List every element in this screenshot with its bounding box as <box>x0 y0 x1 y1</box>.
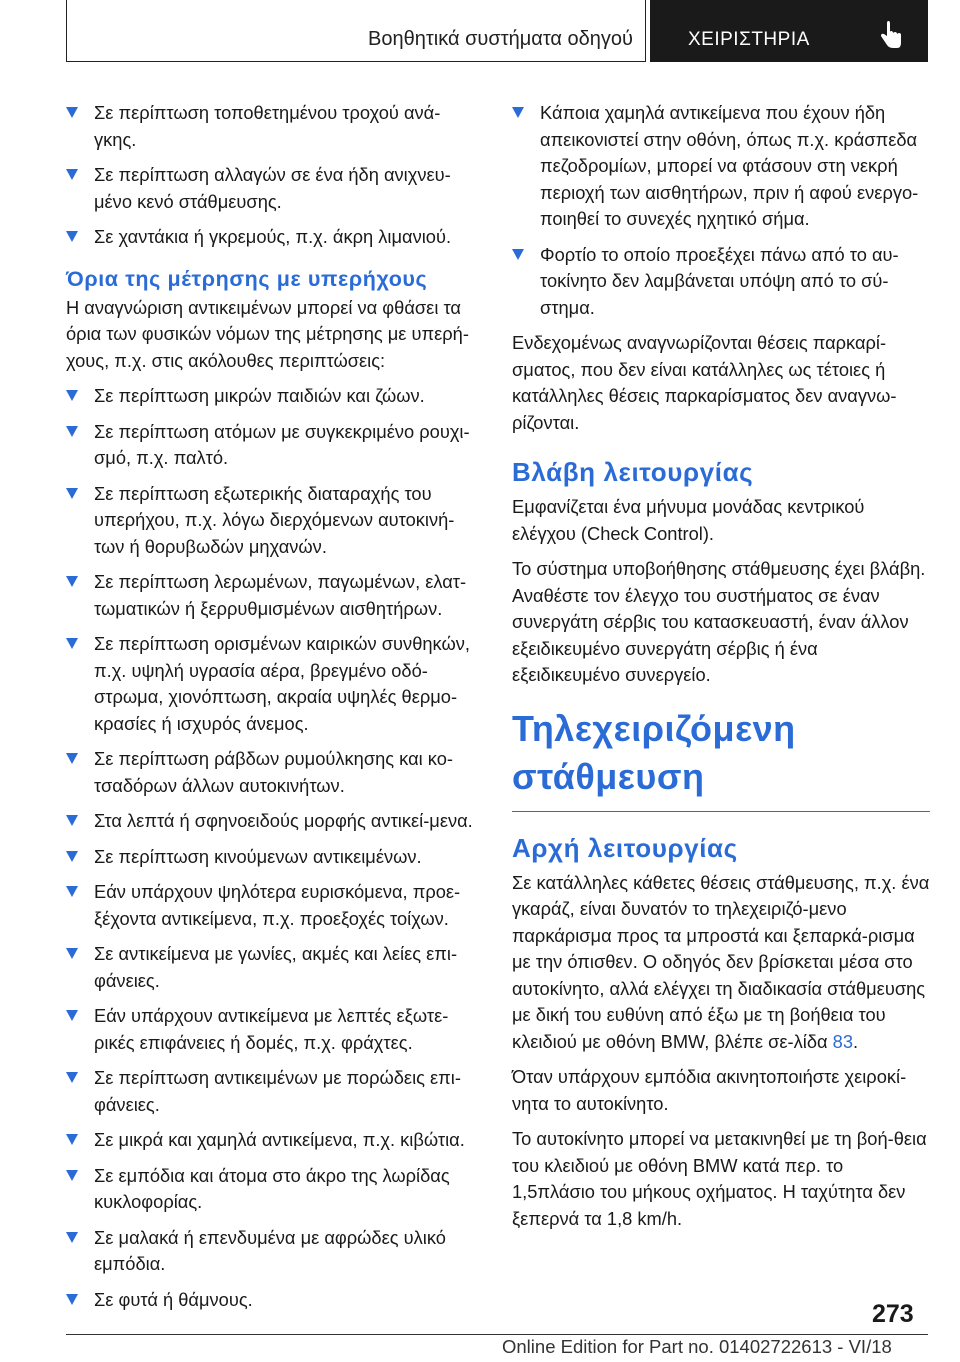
list-item-text: Σε χαντάκια ή γκρεμούς, π.χ. άκρη λιμανιού. <box>94 226 452 247</box>
list-item <box>66 1127 480 1154</box>
list-item <box>66 383 480 410</box>
header-section-box <box>66 0 646 62</box>
limits-heading: Όρια της μέτρησης με υπερήχους <box>66 266 428 291</box>
list-item <box>66 1225 480 1278</box>
list-item <box>66 746 480 799</box>
triangle-bullet-icon <box>66 815 78 826</box>
list-item-text: Στα λεπτά ή σφηνοειδούς μορφής αντικεί-μενα. <box>94 810 473 831</box>
triangle-bullet-icon <box>66 488 78 499</box>
left-top-bullets <box>66 100 480 251</box>
malfunction-paragraph-2: Το σύστημα υποβοήθησης στάθμευσης έχει βλάβη. Αναθέστε τον έλεγχο του συστήματος σε έναν συνεργάτη σέρβις του κατασκευαστή, έναν άλλον εξειδικευμένο συνεργάτη σέρβις ή ένα εξειδικευμένο συνεργείο. <box>512 558 926 685</box>
parking-text: Ενδεχομένως αναγνωρίζονται θέσεις παρκαρί-σματος, που δεν είναι κατάλληλες ως τέτοιες ή κατάλληλες θέσεις παρκαρίσματος δεν αναγνω-ρίζονται. <box>512 332 897 433</box>
triangle-bullet-icon <box>66 1072 78 1083</box>
list-item <box>66 941 480 994</box>
page-link-83[interactable]: 83 <box>832 1030 853 1052</box>
triangle-bullet-icon <box>512 107 524 118</box>
list-item <box>66 1163 480 1216</box>
principle-paragraph-3: Το αυτοκίνητο μπορεί να μετακινηθεί με τη βοή-θεια του κλειδιού με οθόνη BMW κατά περ. το 1,5πλάσιο του μήκους οχήματος. Η ταχύτητα δεν ξεπερνά τα 1,8 km/h. <box>512 1128 927 1229</box>
header-chapter-title: ΧΕΙΡΙΣΤΗΡΙΑ <box>688 29 810 50</box>
right-top-bullets <box>512 100 930 321</box>
remote-heading-line1: Τηλεχειριζόμενη <box>512 707 796 749</box>
list-item <box>66 808 480 835</box>
triangle-bullet-icon <box>66 1170 78 1181</box>
list-item-text: Σε περίπτωση μικρών παιδιών και ζώων. <box>94 385 425 406</box>
remote-parking-heading <box>512 705 930 812</box>
list-item <box>66 879 480 932</box>
principle-heading: Αρχή λειτουργίας <box>512 832 738 863</box>
list-item-text: Σε περίπτωση κινούμενων αντικειμένων. <box>94 845 422 867</box>
triangle-bullet-icon <box>66 851 78 862</box>
list-item <box>512 100 930 233</box>
triangle-bullet-icon <box>66 576 78 587</box>
list-item-text: Σε περίπτωση ορισμένων καιρικών συνθηκών, π.χ. υψηλή υγρασία αέρα, βρεγμένο οδό-στρωμα, χιονόπτωση, ακραία υψηλές θερμο-κρασίες ή ισχυρός άνεμος. <box>94 633 470 734</box>
triangle-bullet-icon <box>66 948 78 959</box>
list-item-text: Σε περίπτωση αλλαγών σε ένα ήδη ανιχνευ-μένο κενό στάθμευσης. <box>94 164 451 212</box>
footer-text: Online Edition for Part no. 01402722613 - VI/18 <box>502 1336 892 1357</box>
triangle-bullet-icon <box>66 426 78 437</box>
triangle-bullet-icon <box>66 390 78 401</box>
triangle-bullet-icon <box>66 169 78 180</box>
list-item-text: Φορτίο το οποίο προεξέχει πάνω από το αυ-τοκίνητο δεν λαμβάνεται υπόψη από το σύ-στημα. <box>540 243 899 318</box>
right-column <box>512 100 930 1241</box>
header-chapter-box <box>650 0 928 62</box>
list-item <box>66 569 480 622</box>
left-column <box>66 100 480 1322</box>
triangle-bullet-icon <box>66 1232 78 1243</box>
page-header <box>66 0 928 64</box>
list-item-text: Σε περίπτωση τοποθετημένου τροχού ανά-γκης. <box>94 102 441 150</box>
list-item <box>66 162 480 215</box>
footer-rule <box>66 1334 928 1335</box>
list-item-text: Σε περίπτωση λερωμένων, παγωμένων, ελατ-τωματικών ή ξερρυθμισμένων αισθητήρων. <box>94 571 467 619</box>
principle-paragraph-2: Όταν υπάρχουν εμπόδια ακινητοποιήστε χειροκί-νητα το αυτοκίνητο. <box>512 1066 907 1114</box>
list-item <box>66 481 480 561</box>
list-item-text: Εάν υπάρχουν αντικείμενα με λεπτές εξωτε-ρικές επιφάνειες ή δομές, π.χ. φράχτες. <box>94 1005 449 1053</box>
list-item <box>66 224 480 251</box>
list-item-text: Σε περίπτωση αντικειμένων με πορώδεις επι-φάνειες. <box>94 1067 461 1115</box>
list-item-text: Εάν υπάρχουν ψηλότερα ευρισκόμενα, προε-ξέχοντα αντικείμενα, π.χ. προεξοχές τοίχων. <box>94 881 461 929</box>
limits-bullets <box>66 383 480 1313</box>
list-item <box>66 1003 480 1056</box>
list-item-text: Σε περίπτωση ράβδων ρυμούλκησης και κο-τσαδόρων άλλων αυτοκινήτων. <box>94 748 453 796</box>
triangle-bullet-icon <box>512 249 524 260</box>
list-item-text: Σε αντικείμενα με γωνίες, ακμές και λείες επι-φάνειες. <box>94 943 458 991</box>
list-item <box>66 1065 480 1118</box>
limits-intro: Η αναγνώριση αντικειμένων μπορεί να φθάσει τα όρια των φυσικών νόμων της μέτρησης με υπερή-χους, π.χ. στις ακόλουθες περιπτώσεις: <box>66 296 469 371</box>
header-section-title: Βοηθητικά συστήματα οδηγού <box>368 28 633 50</box>
triangle-bullet-icon <box>66 1294 78 1305</box>
principle-text: Σε κατάλληλες κάθετες θέσεις στάθμευσης, π.χ. ένα γκαράζ, είναι δυνατόν το τηλεχειριζό-μενο παρκάρισμα προς τα μπροστά και ξεπαρκά-ρισμα με την όπισθεν. Ο οδηγός δεν βρίσκεται μέσα στο αυτοκίνητο, αλλά ελέγχει τη διαδικασία στάθμευσης με δική του ευθύνη από έξω με τη βοήθεια του κλειδιού με οθόνη BMW, βλέπε σε-λίδα <box>512 871 930 1052</box>
list-item <box>512 242 930 322</box>
triangle-bullet-icon <box>66 1134 78 1145</box>
list-item-text: Σε μαλακά ή επενδυμένα με αφρώδες υλικό εμπόδια. <box>94 1226 446 1274</box>
malfunction-heading: Βλάβη λειτουργίας <box>512 457 754 487</box>
remote-heading-line2: στάθμευση <box>512 755 705 797</box>
list-item <box>66 419 480 472</box>
triangle-bullet-icon <box>66 107 78 118</box>
malfunction-paragraph-1: Εμφανίζεται ένα μήνυμα μονάδας κεντρικού ελέγχου (Check Control). <box>512 496 865 544</box>
list-item-text: Σε περίπτωση εξωτερικής διαταραχής του υπερήχου, π.χ. λόγω διερχόμενων αυτοκινή-των ή θορυβωδών μηχανών. <box>94 482 455 557</box>
principle-text-end: . <box>853 1030 859 1052</box>
list-item <box>66 100 480 153</box>
list-item-text: Σε φυτά ή θάμνους. <box>94 1288 253 1310</box>
page-number: 273 <box>872 1300 914 1328</box>
principle-paragraph-1 <box>512 870 930 1056</box>
list-item <box>66 1287 480 1314</box>
hand-pointing-icon <box>878 20 904 52</box>
triangle-bullet-icon <box>66 886 78 897</box>
list-item-text: Σε περίπτωση ατόμων με συγκεκριμένο ρουχι-σμό, π.χ. παλτό. <box>94 420 470 468</box>
list-item-text: Σε μικρά και χαμηλά αντικείμενα, π.χ. κιβώτια. <box>94 1129 465 1150</box>
list-item <box>66 631 480 737</box>
list-item <box>66 844 480 871</box>
list-item-text: Σε εμπόδια και άτομα στο άκρο της λωρίδας κυκλοφορίας. <box>94 1164 450 1212</box>
triangle-bullet-icon <box>66 638 78 649</box>
triangle-bullet-icon <box>66 231 78 242</box>
triangle-bullet-icon <box>66 753 78 764</box>
triangle-bullet-icon <box>66 1010 78 1021</box>
list-item-text: Κάποια χαμηλά αντικείμενα που έχουν ήδη απεικονιστεί στην οθόνη, όπως π.χ. κράσπεδα πεζοδρομίων, μπορεί να φτάσουν στη νεκρή περιοχή των αισθητήρων, πριν ή αφού ενεργο-ποιηθεί το συνεχές ηχητικό σήμα. <box>540 102 919 229</box>
